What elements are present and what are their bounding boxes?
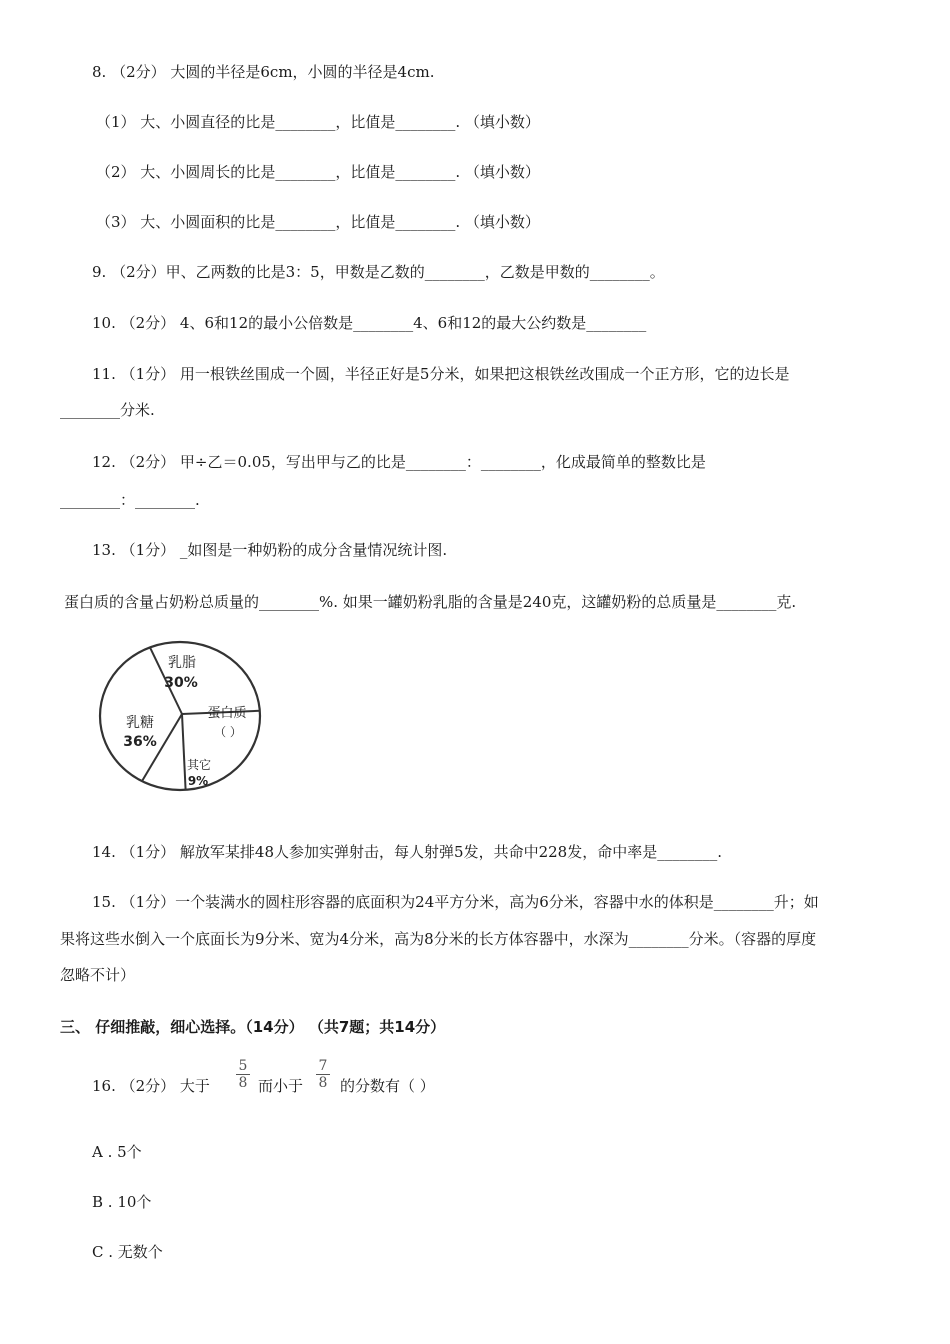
q16-middle: 而小于 <box>258 1077 304 1095</box>
slice-label-other: 其它 <box>186 758 212 772</box>
q14: 14. （1分） 解放军某排48人参加实弹射击，每人射弹5发，共命中228发，命中率是________. <box>92 843 722 861</box>
q8-sub3: （3） 大、小圆面积的比是________，比值是________. （填小数） <box>96 213 540 231</box>
q16-option-c[interactable]: C . 无数个 <box>92 1243 163 1261</box>
q8-sub2: （2） 大、小圆周长的比是________，比值是________. （填小数） <box>96 163 540 181</box>
q10: 10. （2分） 4、6和12的最小公倍数是________4、6和12的最大公约数是________ <box>92 314 647 332</box>
q15-line2: 果将这些水倒入一个底面长为9分米、宽为4分米，高为8分米的长方体容器中，水深为________分米。（容器的厚度 <box>60 930 817 948</box>
q13-line2: 蛋白质的含量占奶粉总质量的________%. 如果一罐奶粉乳脂的含量是240克，这罐奶粉的总质量是________克. <box>64 593 797 611</box>
q16-option-a[interactable]: A . 5个 <box>92 1143 142 1161</box>
slice-label-protein: 蛋白质 <box>207 706 247 721</box>
q12-line1: 12. （2分） 甲÷乙＝0.05，写出甲与乙的比是________：________，化成最简单的整数比是 <box>92 453 706 471</box>
fraction-5-8 <box>236 1059 250 1090</box>
q15-line3: 忽略不计） <box>60 966 136 984</box>
q11-line1: 11. （1分） 用一根铁丝围成一个圆，半径正好是5分米，如果把这根铁丝改围成一个正方形，它的边长是 <box>92 365 790 383</box>
q8-stem: 8. （2分） 大圆的半径是6cm，小圆的半径是4cm. <box>92 63 435 81</box>
q8-sub1: （1） 大、小圆直径的比是________，比值是________. （填小数） <box>96 113 540 131</box>
q9: 9. （2分）甲、乙两数的比是3：5，甲数是乙数的________，乙数是甲数的________。 <box>92 263 665 281</box>
q16-suffix: 的分数有（ ） <box>340 1077 435 1095</box>
q15-line1: 15. （1分）一个装满水的圆柱形容器的底面积为24平方分米，高为6分米，容器中水的体积是________升；如 <box>92 893 819 911</box>
slice-value-other: 9% <box>187 774 209 788</box>
frac1-num: 5 <box>238 1058 248 1074</box>
frac1-den: 8 <box>238 1075 248 1091</box>
q12-line2: ________：________. <box>60 491 200 509</box>
pie-slice-boundary-other <box>182 714 186 790</box>
fraction-7-8 <box>316 1059 330 1090</box>
frac2-num: 7 <box>318 1058 328 1074</box>
section3-heading: 三、 仔细推敲，细心选择。（14分） （共7题；共14分） <box>60 1018 446 1036</box>
q16-option-b[interactable]: B . 10个 <box>92 1193 152 1211</box>
slice-label-fat: 乳脂 <box>168 655 196 671</box>
slice-label-lactose: 乳糖 <box>126 715 154 731</box>
slice-value-lactose: 36% <box>123 734 157 750</box>
q11-line2: ________分米. <box>60 401 155 419</box>
slice-value-fat: 30% <box>164 675 198 691</box>
q16-prefix: 16. （2分） 大于 <box>92 1077 210 1095</box>
q13-line1: 13. （1分） _如图是一种奶粉的成分含量情况统计图. <box>92 541 448 559</box>
frac2-den: 8 <box>318 1075 328 1091</box>
pie-chart <box>95 640 265 800</box>
slice-value-protein: （ ） <box>214 725 242 739</box>
